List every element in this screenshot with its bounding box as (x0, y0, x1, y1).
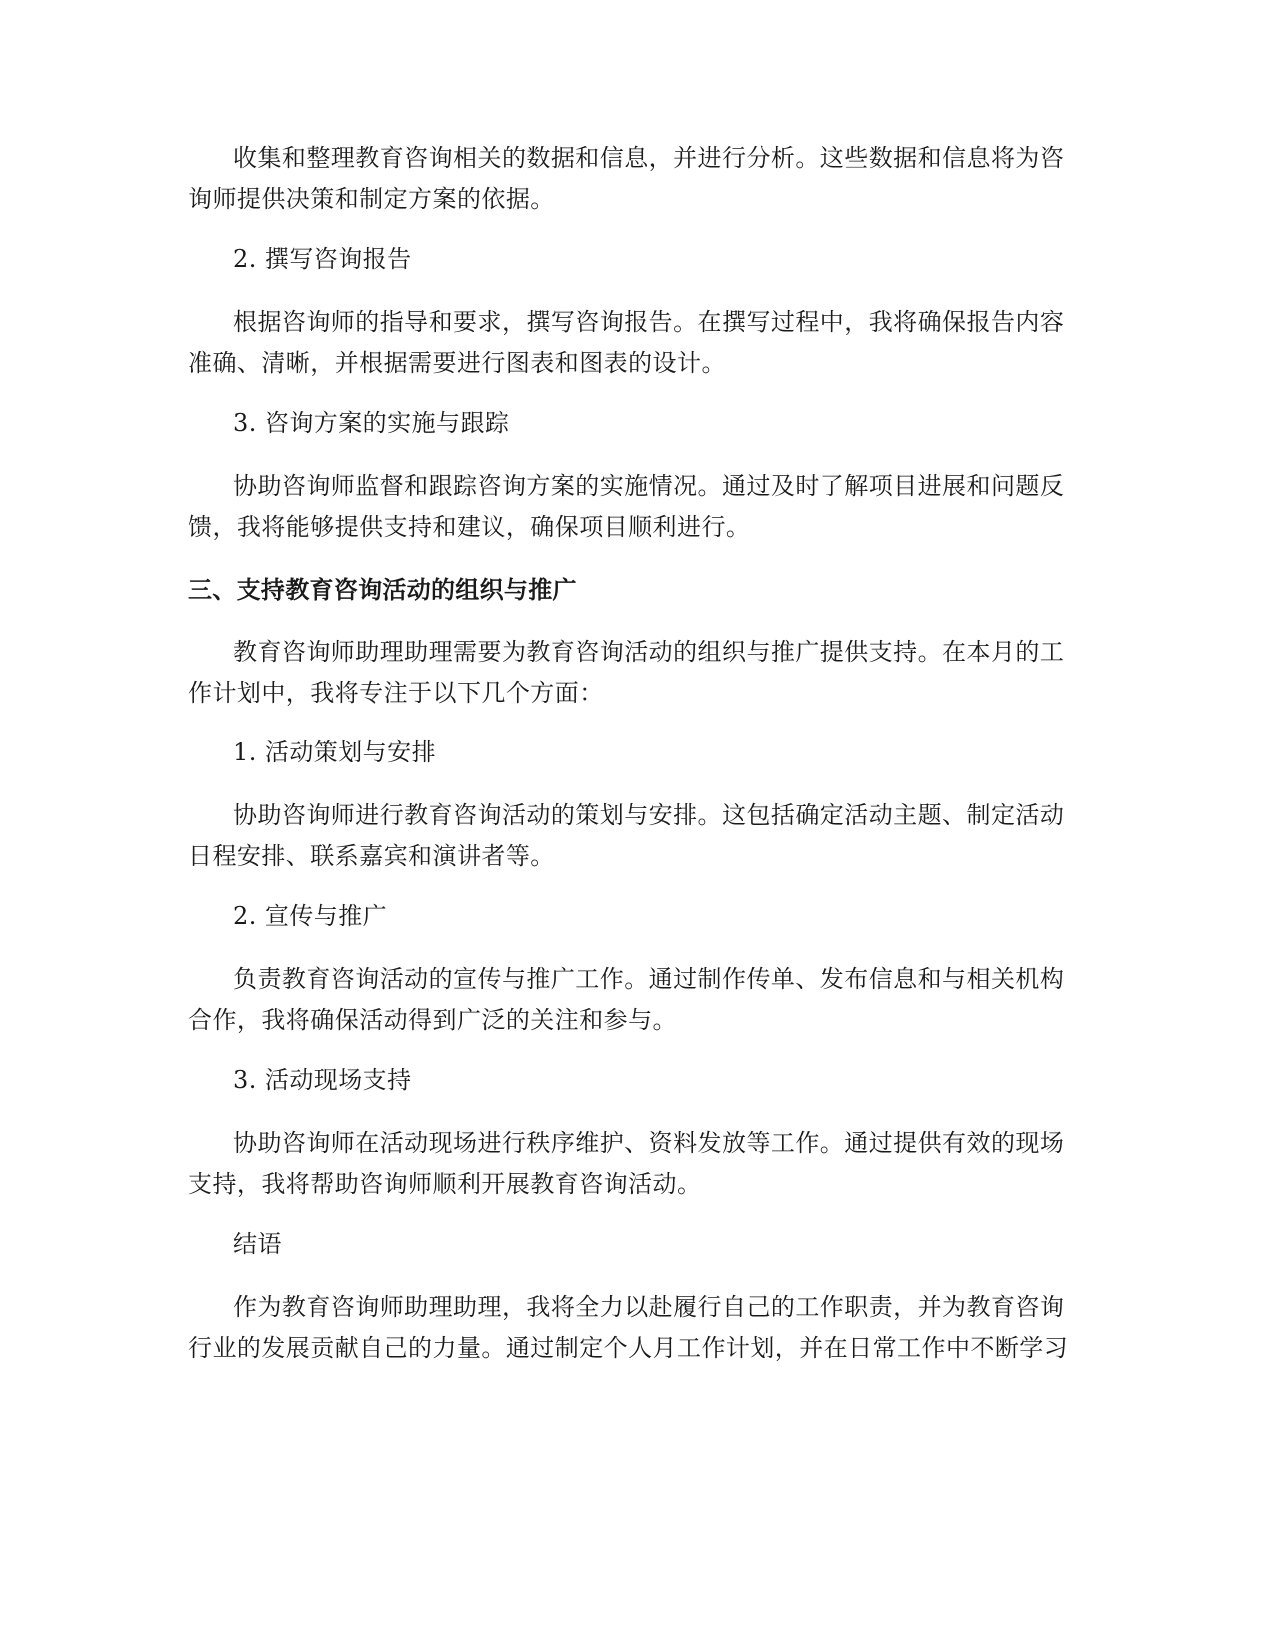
paragraph-promotion-line1: 负责教育咨询活动的宣传与推广工作。通过制作传单、发布信息和与相关机构 (233, 965, 1065, 993)
paragraph-data-collection-line2: 询师提供决策和制定方案的依据。 (188, 185, 555, 213)
paragraph-onsite-support-line2: 支持，我将帮助咨询师顺利开展教育咨询活动。 (188, 1170, 702, 1198)
paragraph-onsite-support-line1: 协助咨询师在活动现场进行秩序维护、资料发放等工作。通过提供有效的现场 (233, 1129, 1065, 1157)
paragraph-write-report-line1: 根据咨询师的指导和要求，撰写咨询报告。在撰写过程中，我将确保报告内容 (233, 308, 1065, 336)
paragraph-promotion-line2: 合作，我将确保活动得到广泛的关注和参与。 (188, 1006, 677, 1034)
paragraph-activity-intro-line2: 作计划中，我将专注于以下几个方面： (188, 679, 604, 707)
item-title-write-report: 2. 撰写咨询报告 (233, 245, 412, 273)
item-title-onsite-support: 3. 活动现场支持 (233, 1066, 412, 1094)
paragraph-write-report-line2: 准确、清晰，并根据需要进行图表和图表的设计。 (188, 349, 726, 377)
item-title-activity-planning: 1. 活动策划与安排 (233, 738, 437, 766)
paragraph-data-collection-line1: 收集和整理教育咨询相关的数据和信息，并进行分析。这些数据和信息将为咨 (233, 144, 1065, 172)
conclusion-title: 结语 (233, 1230, 282, 1258)
paragraph-plan-tracking-line1: 协助咨询师监督和跟踪咨询方案的实施情况。通过及时了解项目进展和问题反 (233, 472, 1065, 500)
paragraph-conclusion-line1: 作为教育咨询师助理助理，我将全力以赴履行自己的工作职责，并为教育咨询 (233, 1293, 1065, 1321)
paragraph-activity-planning-line2: 日程安排、联系嘉宾和演讲者等。 (188, 842, 555, 870)
item-title-promotion: 2. 宣传与推广 (233, 902, 388, 930)
item-title-plan-tracking: 3. 咨询方案的实施与跟踪 (233, 409, 510, 437)
paragraph-activity-intro-line1: 教育咨询师助理助理需要为教育咨询活动的组织与推广提供支持。在本月的工 (233, 638, 1065, 666)
paragraph-plan-tracking-line2: 馈，我将能够提供支持和建议，确保项目顺利进行。 (188, 513, 751, 541)
paragraph-conclusion-line2: 行业的发展贡献自己的力量。通过制定个人月工作计划，并在日常工作中不断学习 (188, 1334, 1069, 1362)
paragraph-activity-planning-line1: 协助咨询师进行教育咨询活动的策划与安排。这包括确定活动主题、制定活动 (233, 801, 1065, 829)
section-heading-activity-support: 三、支持教育咨询活动的组织与推广 (188, 576, 577, 604)
